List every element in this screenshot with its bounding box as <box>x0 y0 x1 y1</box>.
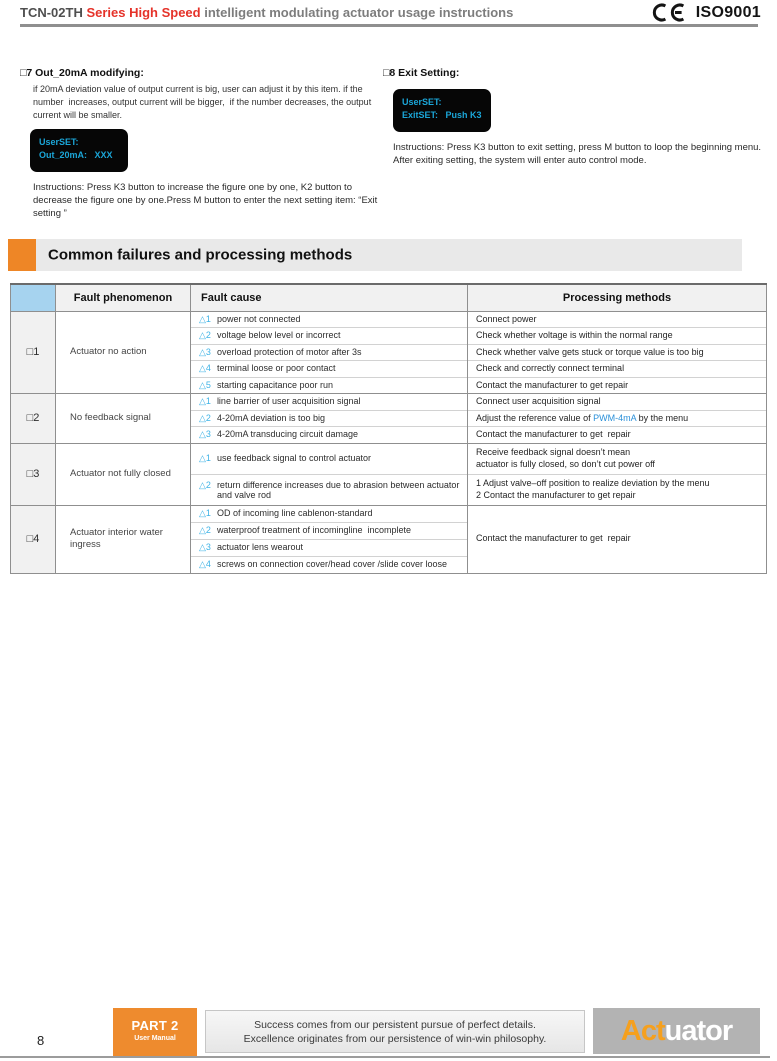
header-cell-blank <box>11 284 56 311</box>
title-model: TCN-02TH <box>20 5 87 20</box>
footer-divider <box>0 1056 770 1058</box>
section-exit-setting <box>383 67 767 167</box>
fault-cause-cell <box>191 427 468 444</box>
lcd-line-1: UserSET: <box>402 97 442 107</box>
fault-phenomenon: No feedback signal <box>56 394 191 444</box>
cause-mark: △2 <box>199 525 211 535</box>
header-cell-cause: Fault cause <box>191 284 468 311</box>
fault-cause-cell <box>191 539 468 556</box>
fault-cause-cell <box>191 522 468 539</box>
lcd-display-out20ma <box>30 129 128 172</box>
table-row <box>11 311 767 328</box>
section-7-instructions: Instructions: Press K3 button to increase the figure one by one, K2 button to decrease the figure one by one.Press M button to enter the next setting item: “Exit setting ” <box>33 182 380 219</box>
iso-label: ISO9001 <box>695 3 761 21</box>
band-orange-square <box>8 239 36 271</box>
page-title <box>20 5 513 20</box>
cause-mark: △4 <box>199 559 211 569</box>
certification-marks <box>651 3 761 22</box>
section-band <box>8 239 742 271</box>
cause-mark: △3 <box>199 542 211 552</box>
cause-text: use feedback signal to control actuator <box>216 453 372 463</box>
page-number: 8 <box>37 1033 45 1048</box>
method-line-2: actuator is fully closed, so don’t cut power off <box>476 458 655 469</box>
method-text-post: by the menu <box>636 412 689 423</box>
cause-text: starting capacitance poor run <box>216 379 334 390</box>
cause-text: line barrier of user acquisition signal <box>216 396 361 407</box>
section-7-number: □7 <box>20 67 33 79</box>
fault-id: □2 <box>11 394 56 444</box>
logo-text-white: uator <box>664 1014 733 1047</box>
table-row <box>11 505 767 522</box>
section-out-20ma <box>20 67 382 220</box>
fault-cause-cell <box>191 394 468 411</box>
header-cell-methods: Processing methods <box>468 284 767 311</box>
section-8-instructions: Instructions: Press K3 button to exit setting, press M button to loop the beginning menu. After exiting setting, the system will enter auto control mode. <box>393 142 764 166</box>
table-header-row <box>11 284 767 311</box>
slogan-box <box>205 1010 585 1053</box>
table-row <box>11 394 767 411</box>
fault-id: □3 <box>11 443 56 505</box>
cause-text: terminal loose or poor contact <box>216 363 336 374</box>
table-row <box>11 443 767 474</box>
fault-phenomenon: Actuator interior water ingress <box>56 505 191 573</box>
method-text-pre: Adjust the reference value of <box>476 412 594 423</box>
section-7-body: if 20mA deviation value of output current is big, user can adjust it by this item. if the number increases, output current will be bigger, if the number decreases, the output current will be smaller. <box>33 84 374 120</box>
section-8-heading <box>383 67 767 79</box>
method-line-1: 1 Adjust valve–off position to realize deviation by the menu <box>476 478 710 488</box>
fault-phenomenon: Actuator not fully closed <box>56 443 191 505</box>
method-cell: Check whether voltage is within the normal range <box>468 328 767 345</box>
cause-mark: △1 <box>199 313 211 324</box>
part-sublabel: User Manual <box>134 1035 176 1042</box>
lcd-line-2: ExitSET: Push K3 <box>402 110 482 120</box>
brand-logo <box>593 1008 760 1054</box>
failures-table <box>10 283 767 574</box>
method-cell: Connect power <box>468 311 767 328</box>
cause-mark: △2 <box>199 412 211 423</box>
fault-cause-cell <box>191 556 468 573</box>
cause-mark: △5 <box>199 379 211 390</box>
part-badge <box>113 1008 197 1056</box>
title-series: Series High Speed <box>86 5 205 20</box>
method-cell <box>468 474 767 505</box>
header-cell-phenomenon: Fault phenomenon <box>56 284 191 311</box>
method-menu-ref: PWM-4mA <box>593 412 637 423</box>
title-rest: intelligent modulating actuator usage instructions <box>204 5 514 20</box>
slogan-line-2: Excellence originates from our persistence of win-win philosophy. <box>243 1032 547 1045</box>
cause-mark: △1 <box>199 508 211 518</box>
section-8-title: Exit Setting: <box>398 67 460 79</box>
cause-text: 4-20mA deviation is too big <box>216 412 326 423</box>
method-line-1: Receive feedback signal doesn’t mean <box>476 447 631 457</box>
method-cell <box>468 410 767 427</box>
fault-phenomenon: Actuator no action <box>56 311 191 394</box>
method-cell: Contact the manufacturer to get repair <box>468 377 767 394</box>
cause-mark: △2 <box>199 479 211 490</box>
logo-text-orange: Act <box>620 1014 665 1047</box>
ce-mark-icon <box>651 3 687 22</box>
slogan-line-1: Success comes from our persistent pursue of perfect details. <box>254 1018 536 1031</box>
cause-text: waterproof treatment of incomingline incomplete <box>216 525 412 535</box>
part-label: PART 2 <box>131 1018 179 1033</box>
cause-text: 4-20mA transducing circuit damage <box>216 429 359 440</box>
cause-mark: △1 <box>199 453 211 463</box>
cause-text: OD of incoming line cablenon-standard <box>216 508 373 518</box>
fault-cause-cell <box>191 410 468 427</box>
cause-mark: △3 <box>199 429 211 440</box>
lcd-line-2: Out_20mA: XXX <box>39 150 113 160</box>
cause-mark: △2 <box>199 330 211 341</box>
cause-text: power not connected <box>216 313 301 324</box>
method-cell: Connect user acquisition signal <box>468 394 767 411</box>
lcd-line-1: UserSET: <box>39 137 79 147</box>
method-line-2: 2 Contact the manufacturer to get repair <box>476 489 636 500</box>
method-cell: Contact the manufacturer to get repair <box>468 427 767 444</box>
fault-id: □4 <box>11 505 56 573</box>
method-cell: Check whether valve gets stuck or torque value is too big <box>468 344 767 361</box>
cause-mark: △1 <box>199 396 211 407</box>
fault-cause-cell <box>191 377 468 394</box>
cause-text: actuator lens wearout <box>216 542 303 552</box>
cause-mark: △4 <box>199 363 211 374</box>
fault-cause-cell <box>191 443 468 474</box>
header-divider <box>20 24 758 27</box>
fault-cause-cell <box>191 311 468 328</box>
lcd-display-exitset <box>393 89 491 132</box>
fault-cause-cell <box>191 505 468 522</box>
method-cell-merged: Contact the manufacturer to get repair <box>468 505 767 573</box>
section-7-title: Out_20mA modifying: <box>35 67 144 79</box>
section-8-number: □8 <box>383 67 396 79</box>
section-7-heading <box>20 67 382 79</box>
fault-cause-cell <box>191 344 468 361</box>
cause-text: voltage below level or incorrect <box>216 330 341 341</box>
fault-cause-cell <box>191 474 468 505</box>
method-cell <box>468 443 767 474</box>
cause-text: return difference increases due to abrasion between actuator and valve rod <box>216 479 462 500</box>
fault-id: □1 <box>11 311 56 394</box>
cause-mark: △3 <box>199 346 211 357</box>
fault-cause-cell <box>191 328 468 345</box>
fault-cause-cell <box>191 361 468 378</box>
cause-text: screws on connection cover/head cover /slide cover loose <box>216 559 448 569</box>
failures-heading: Common failures and processing methods <box>48 246 353 264</box>
cause-text: overload protection of motor after 3s <box>216 346 362 357</box>
method-cell: Check and correctly connect terminal <box>468 361 767 378</box>
